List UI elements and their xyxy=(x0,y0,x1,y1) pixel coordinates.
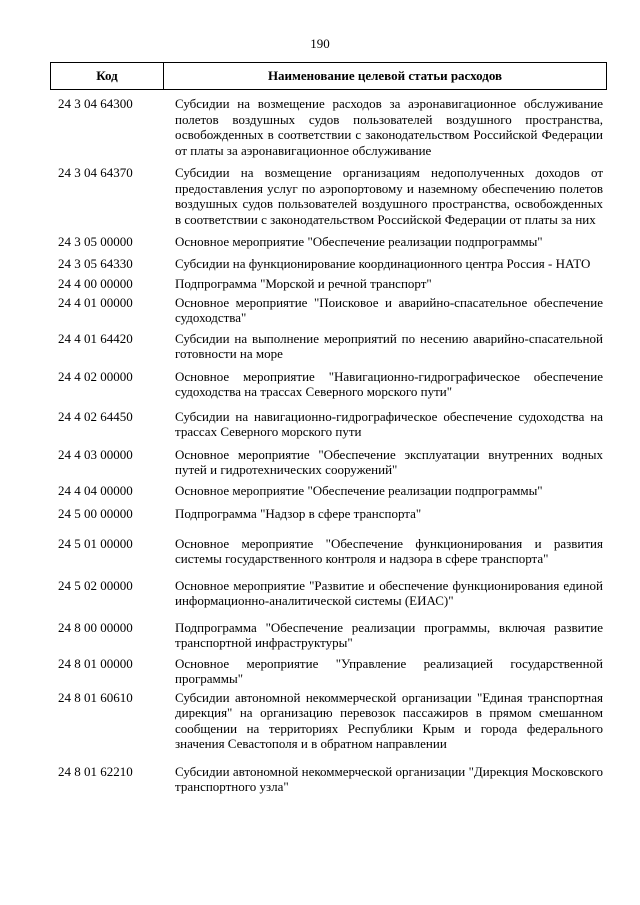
table-row xyxy=(50,369,607,400)
table-row xyxy=(50,656,607,687)
row-code: 24 5 02 00000 xyxy=(58,577,133,593)
row-code: 24 4 01 00000 xyxy=(58,294,133,310)
row-code: 24 3 04 64300 xyxy=(58,96,133,111)
row-code: 24 4 01 64420 xyxy=(58,330,133,346)
row-code: 24 8 01 60610 xyxy=(58,689,133,705)
row-name: Субсидии на функционирование координационного центра Россия - НАТО xyxy=(175,255,591,271)
table-row xyxy=(50,620,607,651)
row-code: 24 3 05 00000 xyxy=(58,234,133,249)
table-row xyxy=(50,331,607,362)
row-name: Основное мероприятие "Обеспечение реализации подпрограммы" xyxy=(175,482,543,498)
table-row xyxy=(50,165,607,227)
table-row xyxy=(50,764,607,795)
row-name: Субсидии на навигационно-гидрографическое обеспечение судоходства на трассах Северного морского пути xyxy=(175,408,603,439)
row-name: Субсидии на возмещение расходов за аэронавигационное обслуживание полетов воздушных судов пользователей воздушного пространства, освобожденных в соответствии с законодательством Российской Федерации от платы за аэронавигационное обслуживание xyxy=(175,96,603,158)
table-row xyxy=(50,578,607,609)
table-row xyxy=(50,96,607,158)
table-row xyxy=(50,295,607,326)
budget-table xyxy=(50,62,607,795)
row-code: 24 5 01 00000 xyxy=(58,535,133,551)
table-row xyxy=(50,447,607,478)
header-code: Код xyxy=(51,63,164,89)
row-code: 24 5 00 00000 xyxy=(58,506,133,521)
row-name: Субсидии автономной некоммерческой организации "Дирекция Московского транспортного узла" xyxy=(175,763,603,794)
row-code: 24 4 02 00000 xyxy=(58,368,133,384)
row-name: Подпрограмма "Надзор в сфере транспорта" xyxy=(175,506,422,521)
row-code: 24 4 04 00000 xyxy=(58,482,133,498)
table-row xyxy=(50,483,607,499)
table-row xyxy=(50,690,607,752)
table-row xyxy=(50,234,607,250)
row-name: Подпрограмма "Морской и речной транспорт" xyxy=(175,276,432,291)
row-name: Субсидии автономной некоммерческой организации "Единая транспортная дирекция" на организацию перевозок пассажиров в прямом смешанном сообщении на территориях Республики Крым и города федерального значения Севастополя и в обратном направлении xyxy=(175,689,603,751)
row-name: Субсидии на возмещение организациям недополученных доходов от предоставления услуг по аэропортовому и наземному обеспечению полетов воздушных судов пользователей воздушного пространства, освобожденных в соответствии с законодательством Российской Федерации от платы за них xyxy=(175,165,603,227)
row-name: Основное мероприятие "Обеспечение функционирования и развития системы государственного контроля и надзора в сфере транспорта" xyxy=(175,535,603,566)
row-code: 24 3 05 64330 xyxy=(58,255,133,271)
page-number: 190 xyxy=(310,36,330,51)
table-row xyxy=(50,256,607,272)
row-name: Основное мероприятие "Поисковое и аварийно-спасательное обеспечение судоходства" xyxy=(175,294,603,325)
row-code: 24 3 04 64370 xyxy=(58,165,133,180)
row-name: Основное мероприятие "Навигационно-гидрографическое обеспечение судоходства на трассах Северного морского пути" xyxy=(175,368,603,399)
row-name: Субсидии на выполнение мероприятий по несению аварийно-спасательной готовности на море xyxy=(175,330,603,361)
table-body xyxy=(50,96,607,795)
row-name: Основное мероприятие "Управление реализацией государственной программы" xyxy=(175,655,603,686)
row-code: 24 4 02 64450 xyxy=(58,408,133,424)
row-name: Подпрограмма "Обеспечение реализации программы, включая развитие транспортной инфраструктуры" xyxy=(175,619,603,650)
row-name: Основное мероприятие "Развитие и обеспечение функционирования единой информационно-аналитической системы (ЕИАС)" xyxy=(175,577,603,608)
row-code: 24 8 01 00000 xyxy=(58,655,133,671)
row-code: 24 8 01 62210 xyxy=(58,763,133,779)
row-code: 24 4 03 00000 xyxy=(58,446,133,462)
table-row xyxy=(50,506,607,522)
row-code: 24 8 00 00000 xyxy=(58,619,133,635)
row-name: Основное мероприятие "Обеспечение реализации подпрограммы" xyxy=(175,234,543,249)
table-header xyxy=(50,62,607,90)
table-row xyxy=(50,409,607,440)
header-name: Наименование целевой статьи расходов xyxy=(267,68,503,83)
table-row xyxy=(50,536,607,567)
table-row xyxy=(50,276,607,292)
row-code: 24 4 00 00000 xyxy=(58,276,133,291)
row-name: Основное мероприятие "Обеспечение эксплуатации внутренних водных путей и гидротехнических сооружений" xyxy=(175,446,603,477)
